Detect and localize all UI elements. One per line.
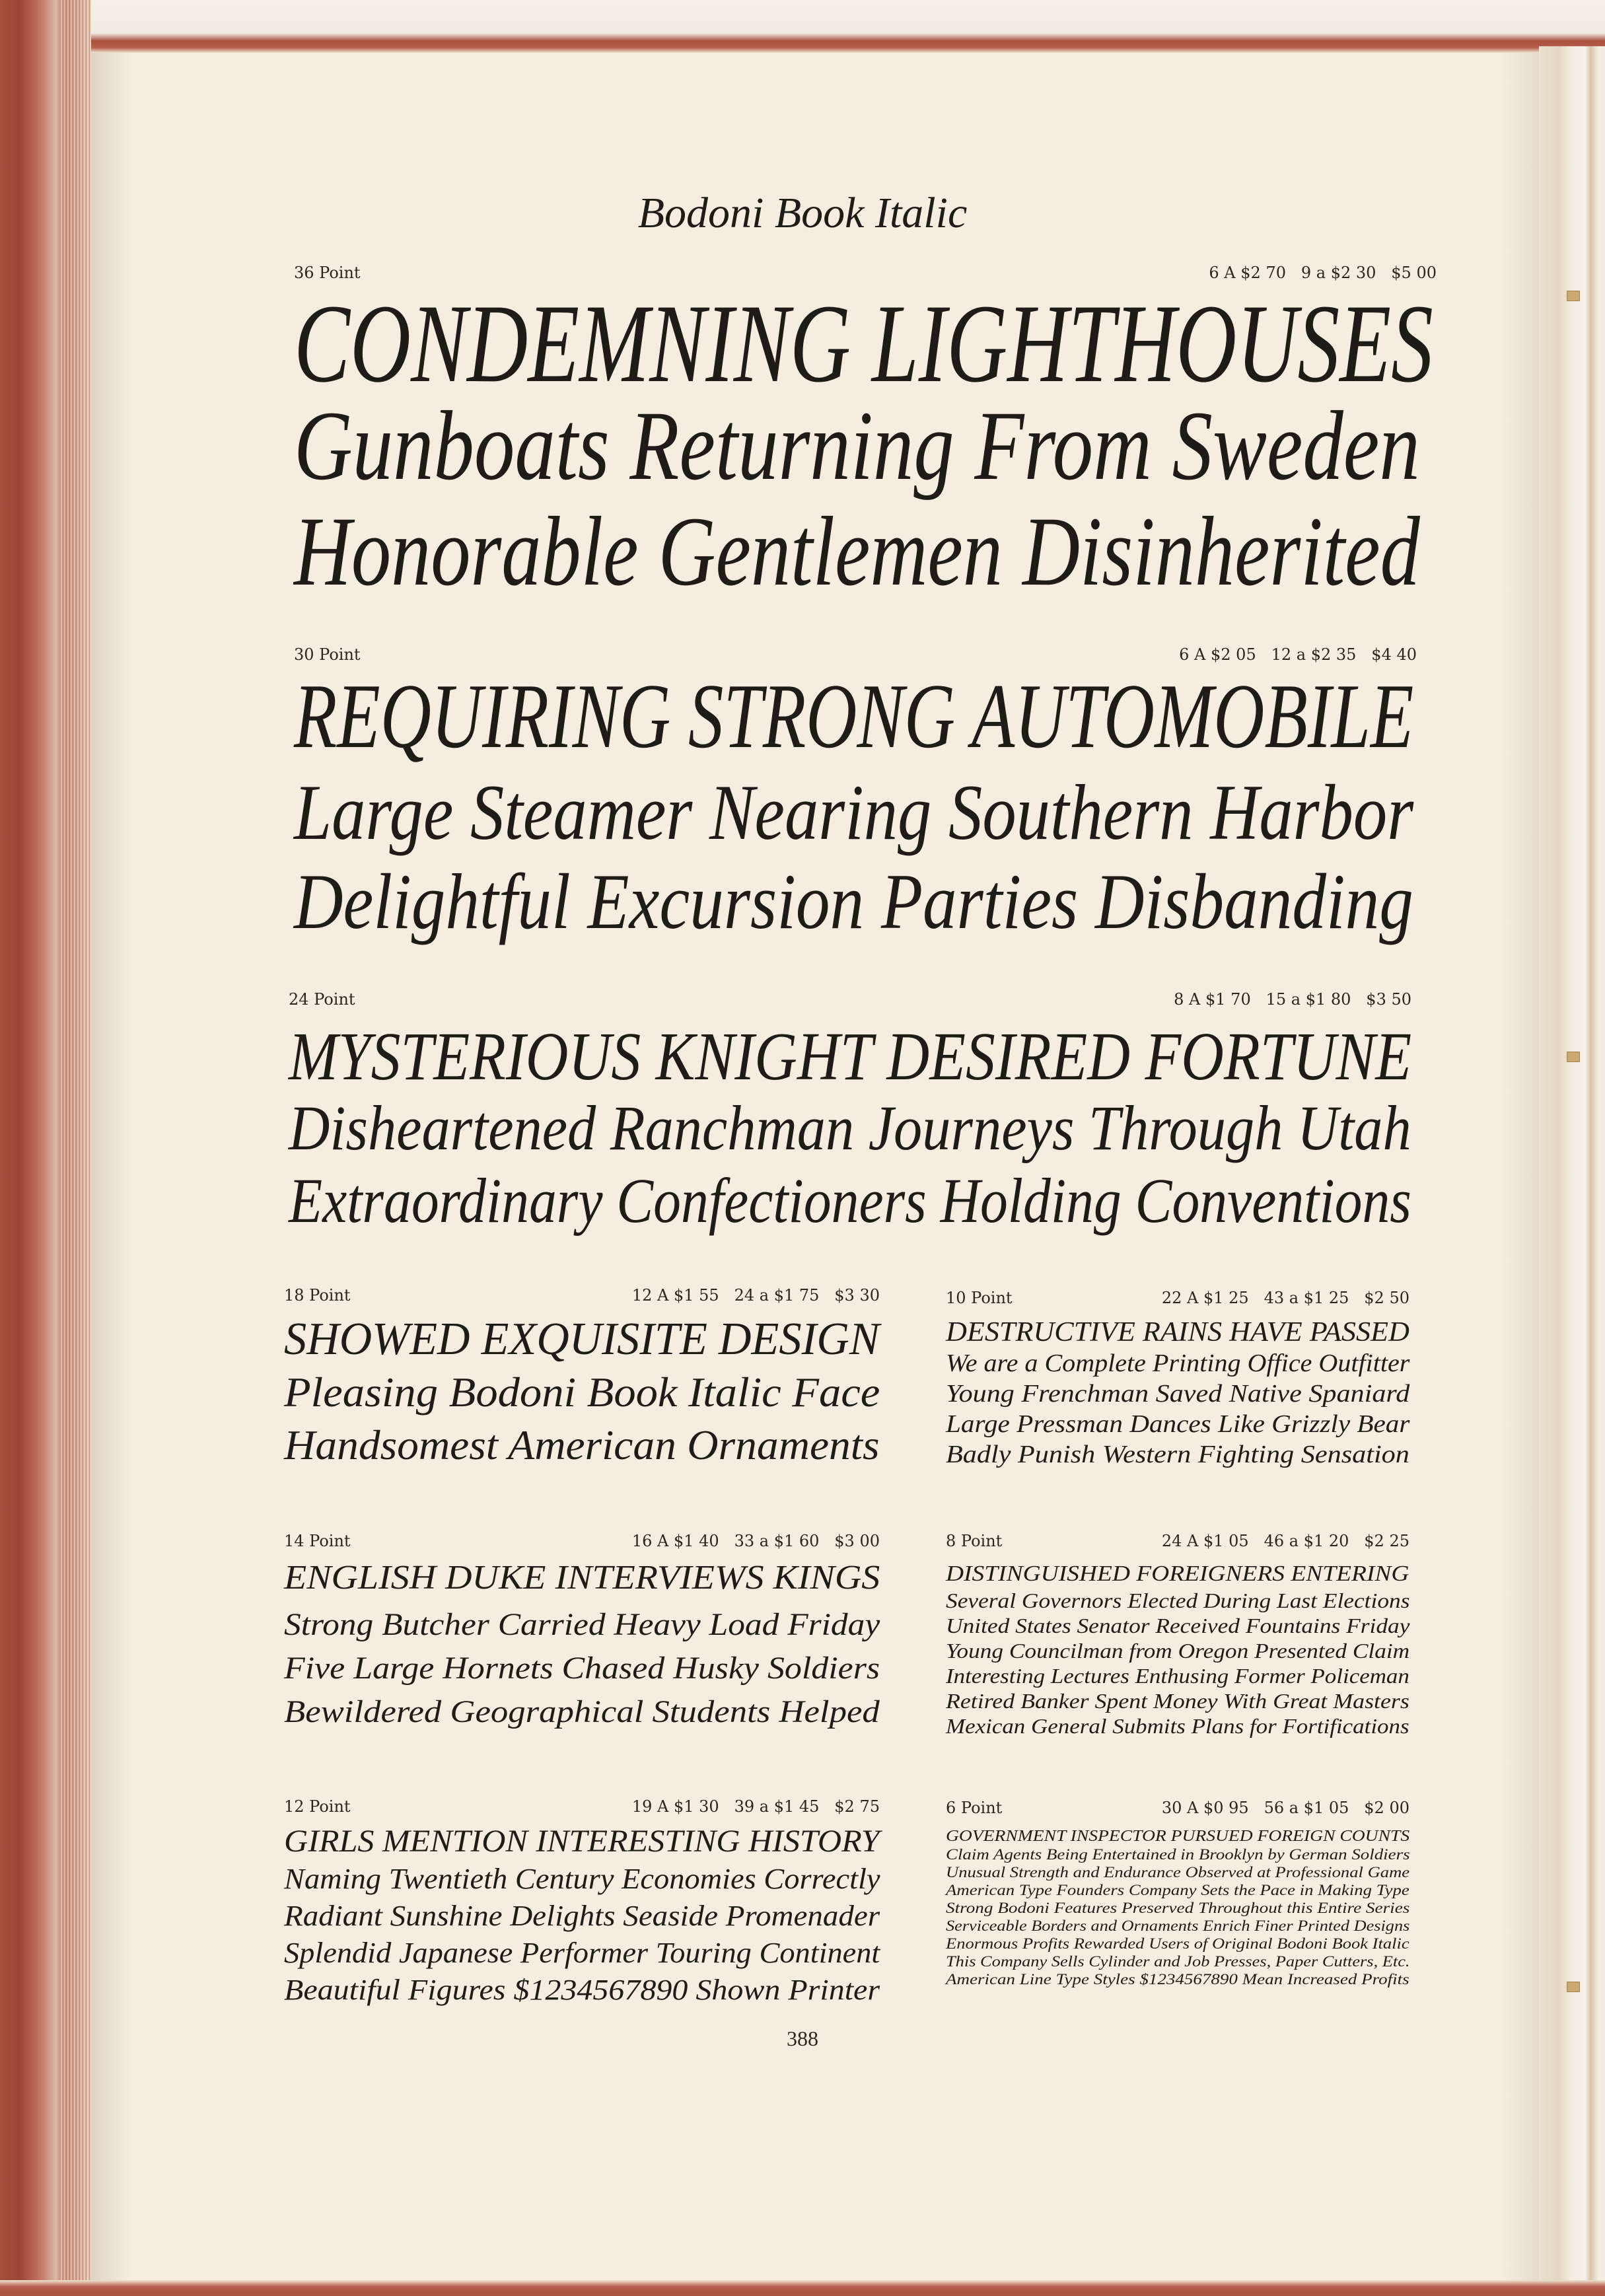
specimen-line: Extraordinary Confectioners Holding Conventions xyxy=(289,1165,1411,1236)
specimen-line: Splendid Japanese Performer Touring Continent xyxy=(284,1937,880,1969)
specimen-line: Interesting Lectures Enthusing Former Policeman xyxy=(946,1664,1409,1688)
right-page-shadow xyxy=(1499,53,1539,2280)
specimen-line: American Type Founders Company Sets the Pace in Making Type xyxy=(946,1882,1409,1898)
specimen-line: Radiant Sunshine Delights Seaside Promenader xyxy=(284,1900,880,1932)
specimen-line: Strong Butcher Carried Heavy Load Friday xyxy=(284,1607,880,1642)
spec-row-18pt xyxy=(284,1285,880,1305)
specimen-line: Several Governors Elected During Last Elections xyxy=(946,1589,1410,1612)
page-tab-mark xyxy=(1567,291,1580,301)
price-list: 16 A $1 40 33 a $1 60 $3 00 xyxy=(631,1532,880,1550)
price-list: 12 A $1 55 24 a $1 75 $3 30 xyxy=(631,1286,880,1305)
size-label: 8 Point xyxy=(946,1532,1003,1550)
specimen-line: GIRLS MENTION INTERESTING HISTORY xyxy=(284,1824,880,1859)
specimen-line: ENGLISH DUKE INTERVIEWS KINGS xyxy=(284,1559,880,1596)
specimen-line: Enormous Profits Rewarded Users of Original Bodoni Book Italic xyxy=(946,1935,1409,1952)
page-number: 388 xyxy=(787,2027,818,2050)
size-label: 10 Point xyxy=(946,1289,1013,1307)
specimen-line: REQUIRING STRONG AUTOMOBILE xyxy=(294,665,1414,768)
specimen-line: Unusual Strength and Endurance Observed at Professional Game xyxy=(946,1864,1410,1881)
page-tab-mark xyxy=(1567,1052,1580,1062)
spec-row-14pt xyxy=(284,1531,880,1551)
specimen-line: Claim Agents Being Entertained in Brooklyn by German Soldiers xyxy=(946,1846,1410,1863)
size-label: 30 Point xyxy=(294,645,361,664)
specimen-line: Pleasing Bodoni Book Italic Face xyxy=(284,1369,880,1416)
page-fore-edge xyxy=(1539,46,1605,2285)
specimen-line: Strong Bodoni Features Preserved Throughout this Entire Series xyxy=(946,1900,1410,1916)
specimen-line: Gunboats Returning From Sweden xyxy=(294,391,1420,501)
specimen-line: Mexican General Submits Plans for Fortifications xyxy=(946,1714,1409,1738)
size-label: 24 Point xyxy=(289,990,355,1009)
specimen-line: Young Councilman from Oregon Presented Claim xyxy=(946,1639,1410,1663)
size-label: 12 Point xyxy=(284,1797,351,1816)
specimen-line: DISTINGUISHED FOREIGNERS ENTERING xyxy=(946,1561,1409,1586)
specimen-line: GOVERNMENT INSPECTOR PURSUED FOREIGN COUNTS xyxy=(946,1828,1410,1845)
spec-row-6pt xyxy=(946,1798,1409,1818)
book-bottom-edge xyxy=(0,2280,1605,2296)
specimen-line: Large Pressman Dances Like Grizzly Bear xyxy=(946,1410,1410,1438)
spec-row-24pt xyxy=(289,989,1411,1009)
specimen-line: Retired Banker Spent Money With Great Masters xyxy=(946,1689,1409,1713)
specimen-line: DESTRUCTIVE RAINS HAVE PASSED xyxy=(946,1317,1409,1347)
spec-row-12pt xyxy=(284,1797,880,1816)
price-list: 30 A $0 95 56 a $1 05 $2 00 xyxy=(1161,1799,1409,1817)
price-list: 24 A $1 05 46 a $1 20 $2 25 xyxy=(1161,1532,1409,1550)
specimen-line: Naming Twentieth Century Economies Correctly xyxy=(284,1863,880,1895)
specimen-line: Young Frenchman Saved Native Spaniard xyxy=(946,1380,1410,1408)
specimen-line: United States Senator Received Fountains Friday xyxy=(946,1614,1410,1637)
spec-row-36pt xyxy=(294,263,1437,283)
spec-row-30pt xyxy=(294,645,1417,664)
specimen-line: Bewildered Geographical Students Helped xyxy=(284,1694,880,1729)
price-list: 8 A $1 70 15 a $1 80 $3 50 xyxy=(1174,990,1411,1009)
spec-row-8pt xyxy=(946,1531,1409,1551)
specimen-line: Beautiful Figures $1234567890 Shown Printer xyxy=(284,1974,880,2006)
price-list: 22 A $1 25 43 a $1 25 $2 50 xyxy=(1161,1289,1409,1307)
price-list: 6 A $2 05 12 a $2 35 $4 40 xyxy=(1179,645,1417,664)
specimen-line: MYSTERIOUS KNIGHT DESIRED FORTUNE xyxy=(289,1019,1412,1094)
specimen-line: Honorable Gentlemen Disinherited xyxy=(294,497,1420,606)
specimen-line: This Company Sells Cylinder and Job Presses, Paper Cutters, Etc. xyxy=(946,1953,1410,1970)
size-label: 6 Point xyxy=(946,1799,1003,1817)
gutter-shadow xyxy=(91,53,131,2280)
specimen-line: Five Large Hornets Chased Husky Soldiers xyxy=(284,1651,880,1686)
price-list: 19 A $1 30 39 a $1 45 $2 75 xyxy=(631,1797,880,1816)
specimen-line: American Line Type Styles $1234567890 Mean Increased Profits xyxy=(946,1971,1409,1988)
specimen-line: Large Steamer Nearing Southern Harbor xyxy=(294,768,1414,856)
book-top-edge xyxy=(0,0,1605,53)
book-spine-edge xyxy=(0,0,91,2296)
spec-row-10pt xyxy=(946,1288,1409,1308)
specimen-line: Disheartened Ranchman Journeys Through Utah xyxy=(289,1093,1411,1163)
specimen-line: Handsomest American Ornaments xyxy=(284,1421,880,1468)
page-title: Bodoni Book Italic xyxy=(637,189,968,237)
specimen-line: CONDEMNING LIGHTHOUSES xyxy=(294,281,1433,406)
specimen-line: SHOWED EXQUISITE DESIGN xyxy=(284,1314,880,1365)
specimen-line: Delightful Excursion Parties Disbanding xyxy=(294,857,1413,945)
price-list: 6 A $2 70 9 a $2 30 $5 00 xyxy=(1209,264,1437,282)
size-label: 18 Point xyxy=(284,1286,351,1305)
specimen-line: Badly Punish Western Fighting Sensation xyxy=(946,1441,1409,1468)
size-label: 14 Point xyxy=(284,1532,351,1550)
size-label: 36 Point xyxy=(294,264,361,282)
page-tab-mark xyxy=(1567,1982,1580,1992)
specimen-line: We are a Complete Printing Office Outfitter xyxy=(946,1349,1410,1377)
specimen-line: Serviceable Borders and Ornaments Enrich Finer Printed Designs xyxy=(946,1918,1410,1934)
